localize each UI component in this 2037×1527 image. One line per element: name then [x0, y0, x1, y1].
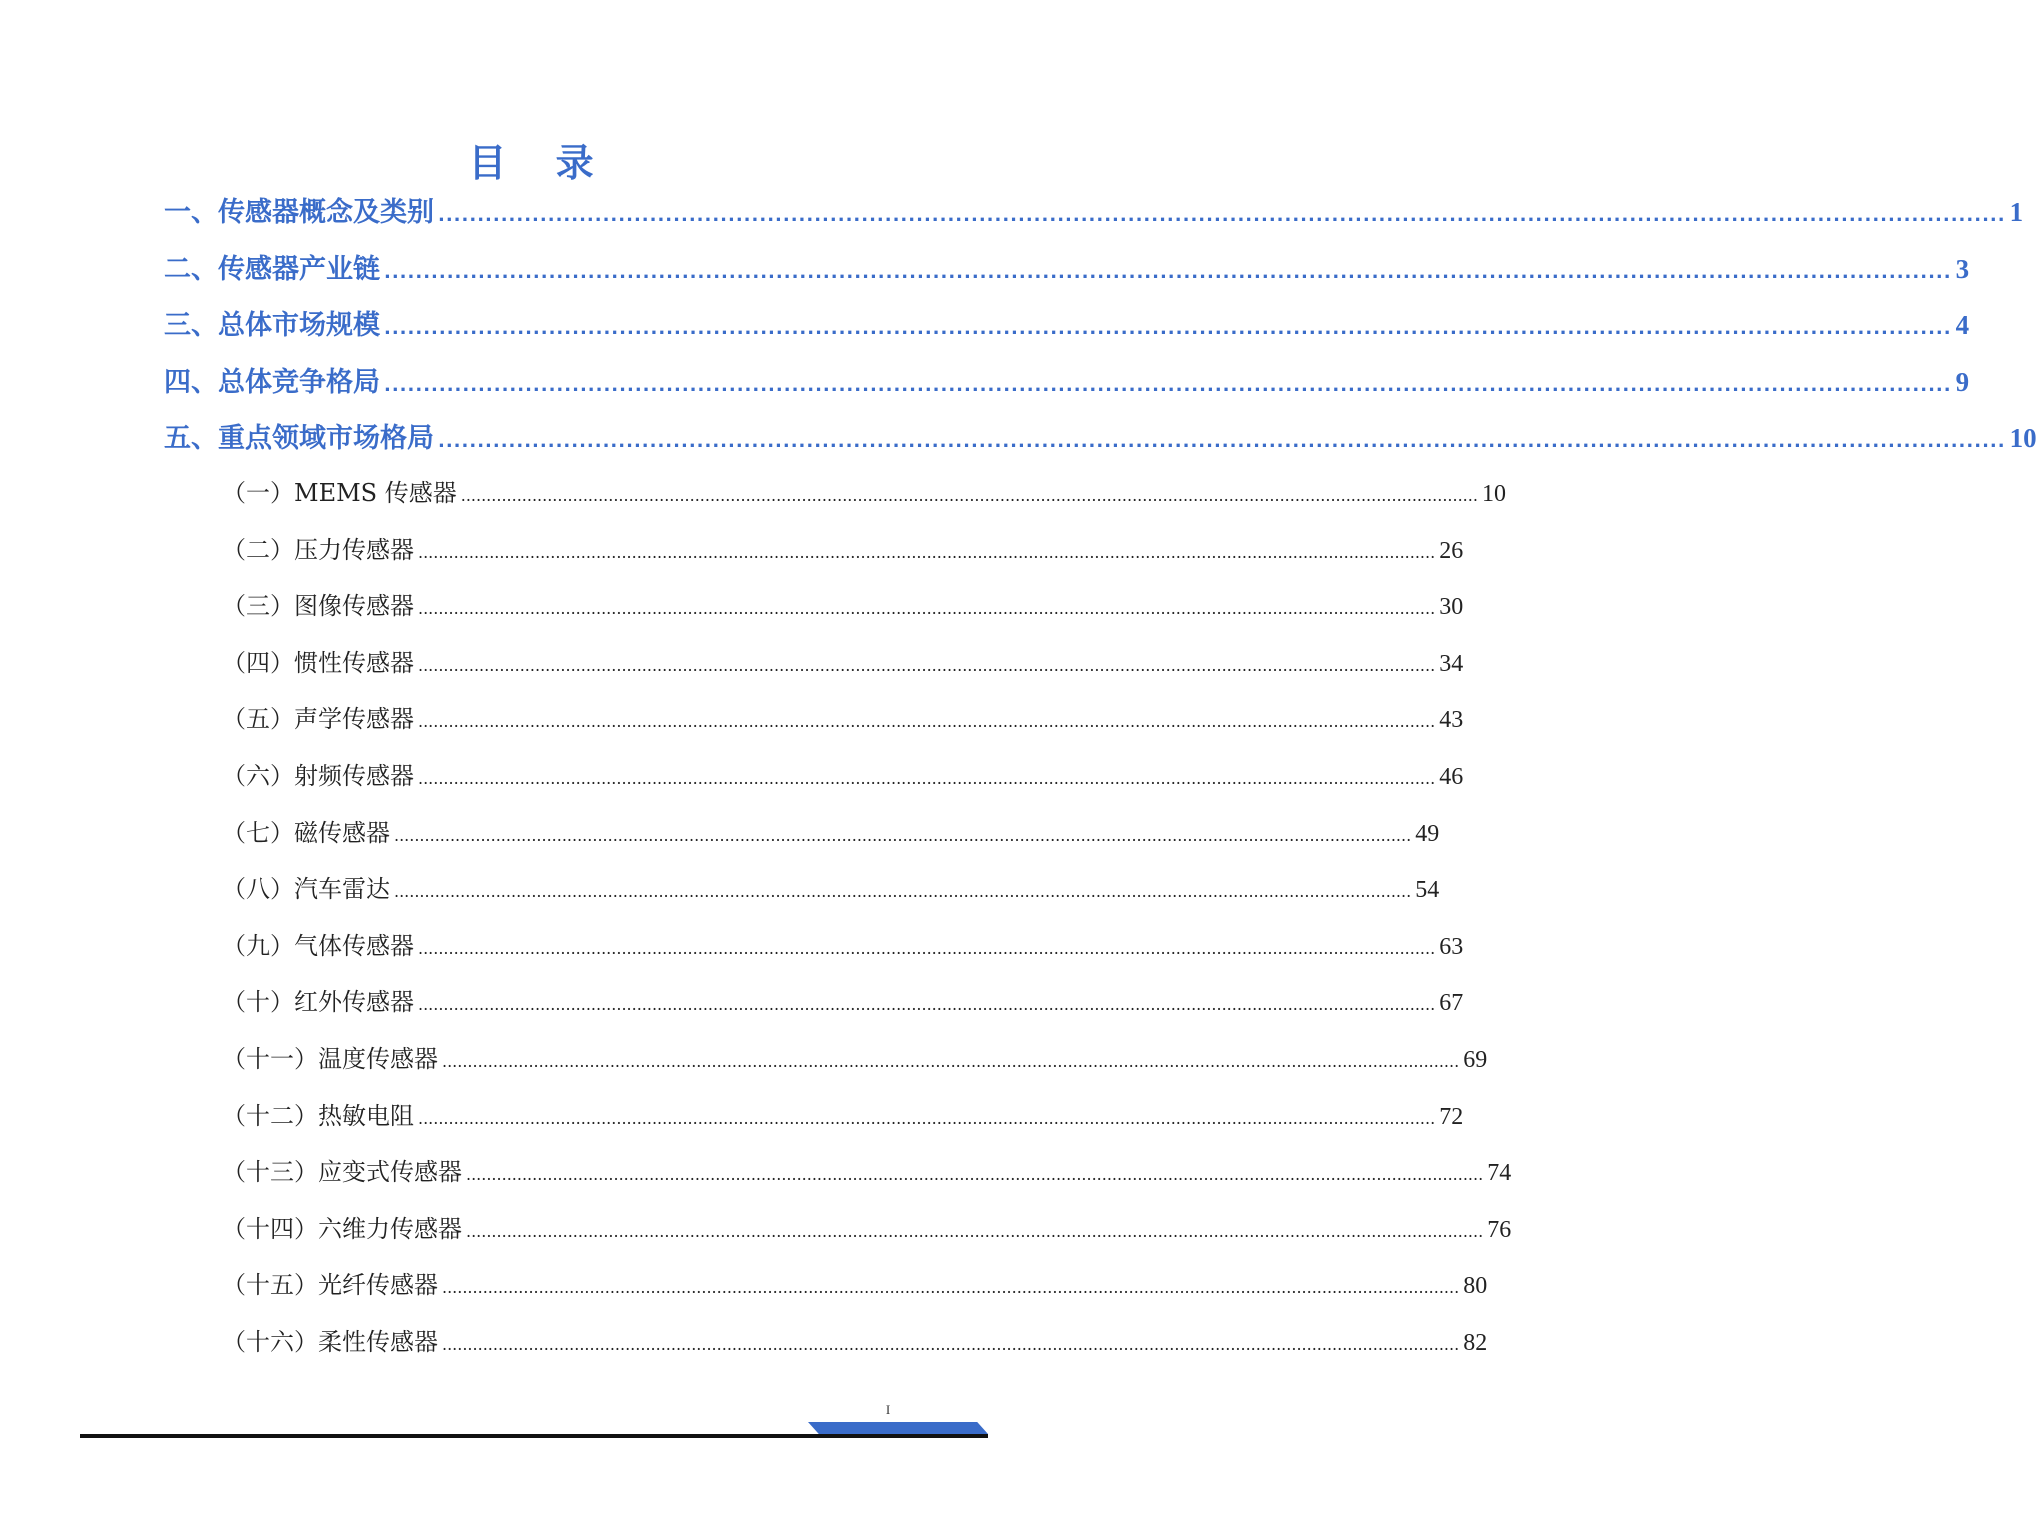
toc-entry-page: 1	[2009, 197, 2024, 227]
toc-entry-page: 26	[1439, 537, 1464, 564]
toc-entry[interactable]	[164, 247, 1970, 287]
dot-leader: ........................................................................................................................................................................................................	[418, 995, 1436, 1015]
dot-leader: ........................................................................................................................................................................................................	[384, 261, 1952, 283]
dot-leader: ........................................................................................................................................................................................................	[418, 542, 1436, 562]
toc-entry-page: 49	[1415, 820, 1440, 847]
toc-entry-label: （五）声学传感器	[222, 705, 414, 734]
toc-entry[interactable]	[222, 699, 1464, 739]
toc-entry-label: 三、总体市场规模	[164, 310, 380, 342]
toc-entry[interactable]	[222, 530, 1464, 570]
footer-accent-tab	[808, 1422, 988, 1434]
dot-leader: ........................................................................................................................................................................................................	[394, 882, 1412, 902]
toc-entry-page: 46	[1439, 764, 1464, 790]
dot-leader: ........................................................................................................................................................................................................	[418, 599, 1436, 619]
toc-entry-label: （六）射频传感器	[222, 762, 414, 790]
dot-leader: ........................................................................................................................................................................................................	[418, 769, 1436, 788]
dot-leader: ........................................................................................................................................................................................................	[384, 374, 1952, 396]
page-number: I	[885, 1402, 891, 1417]
toc-entry[interactable]	[222, 982, 1464, 1022]
dot-leader: ........................................................................................................................................................................................................	[418, 655, 1436, 675]
toc-entry-label: （十六）柔性传感器	[222, 1328, 438, 1356]
toc-entry[interactable]	[222, 869, 1440, 909]
dot-leader: ........................................................................................................................................................................................................	[418, 1108, 1436, 1128]
dot-leader: ........................................................................................................................................................................................................	[442, 1335, 1460, 1354]
toc-entry[interactable]	[222, 926, 1464, 966]
toc-entry-page: 82	[1463, 1330, 1488, 1356]
toc-entry-label: 二、传感器产业链	[164, 253, 380, 285]
toc-entry-label: 四、总体竞争格局	[164, 366, 380, 398]
dot-leader: ........................................................................................................................................................................................................	[442, 1278, 1460, 1298]
dot-leader: ........................................................................................................................................................................................................	[466, 1221, 1484, 1241]
toc-entry[interactable]	[164, 303, 1970, 343]
toc-entry-page: 76	[1487, 1216, 1512, 1243]
dot-leader: ........................................................................................................................................................................................................	[418, 712, 1436, 732]
toc-entry-page: 54	[1415, 877, 1440, 904]
toc-entry[interactable]	[222, 1265, 1488, 1305]
toc-entry-page: 4	[1955, 310, 1970, 341]
toc-entry-page: 63	[1439, 933, 1464, 960]
toc-entry-page: 9	[1955, 366, 1970, 397]
toc-entry-label: （十五）光纤传感器	[222, 1271, 438, 1300]
toc-entry[interactable]	[164, 360, 1970, 400]
toc-title: 目 录	[468, 141, 612, 185]
dot-leader: ........................................................................................................................................................................................................	[438, 205, 2006, 226]
toc-entry-label: （八）汽车雷达	[222, 875, 390, 904]
toc-entry-label: 五、重点领域市场格局	[164, 423, 434, 455]
toc-entry-page: 43	[1439, 707, 1464, 734]
toc-entry-page: 3	[1955, 253, 1970, 284]
toc-entry[interactable]	[222, 1039, 1488, 1079]
toc-entry-label: （七）磁传感器	[222, 818, 390, 847]
toc-entry[interactable]	[222, 1152, 1512, 1192]
toc-entry-page: 10	[1481, 481, 1506, 507]
toc-entry-page: 67	[1439, 990, 1464, 1017]
toc-entry-page: 69	[1463, 1047, 1488, 1073]
toc-entry-page: 74	[1487, 1160, 1512, 1187]
toc-entry-label: （十）红外传感器	[222, 988, 414, 1017]
toc-entry-page: 10	[2009, 423, 2037, 454]
toc-entry[interactable]	[222, 586, 1464, 626]
toc-entry-label: （四）惯性传感器	[222, 648, 414, 677]
toc-entry-label: （二）压力传感器	[222, 535, 414, 564]
toc-entry[interactable]	[222, 1096, 1464, 1136]
dot-leader: ........................................................................................................................................................................................................	[442, 1052, 1460, 1071]
toc-entry-label: （三）图像传感器	[222, 592, 414, 621]
toc-entry-page: 80	[1463, 1273, 1488, 1300]
toc-entry-page: 72	[1439, 1103, 1464, 1130]
toc-entry[interactable]	[222, 813, 1440, 853]
dot-leader: ........................................................................................................................................................................................................	[466, 1165, 1484, 1185]
toc-entry[interactable]	[164, 190, 2024, 230]
toc-entry[interactable]	[164, 416, 2037, 456]
toc-entry-label: （九）气体传感器	[222, 931, 414, 960]
toc-entry-page: 30	[1439, 594, 1464, 621]
footer-rule	[80, 1434, 988, 1438]
toc-entry-label: （十二）热敏电阻	[222, 1101, 414, 1130]
toc-entry-label: （十三）应变式传感器	[222, 1158, 462, 1187]
toc-entry-label: （十四）六维力传感器	[222, 1214, 462, 1243]
toc-entry-page: 34	[1439, 650, 1464, 677]
dot-leader: ........................................................................................................................................................................................................	[418, 938, 1436, 958]
dot-leader: ........................................................................................................................................................................................................	[384, 318, 1952, 340]
toc-entry-label: （十一）温度传感器	[222, 1045, 438, 1073]
toc-entry-label: （一）MEMS 传感器	[222, 479, 457, 507]
dot-leader: ........................................................................................................................................................................................................	[460, 486, 1478, 505]
toc-entry-label: 一、传感器概念及类别	[164, 197, 434, 228]
toc-entry[interactable]	[222, 756, 1464, 796]
dot-leader: ........................................................................................................................................................................................................	[394, 825, 1412, 845]
toc-entry[interactable]	[222, 1209, 1512, 1249]
toc-entry[interactable]	[222, 473, 1506, 513]
toc-entry[interactable]	[222, 643, 1464, 683]
dot-leader: ........................................................................................................................................................................................................	[438, 431, 2006, 453]
toc-entry[interactable]	[222, 1322, 1488, 1362]
